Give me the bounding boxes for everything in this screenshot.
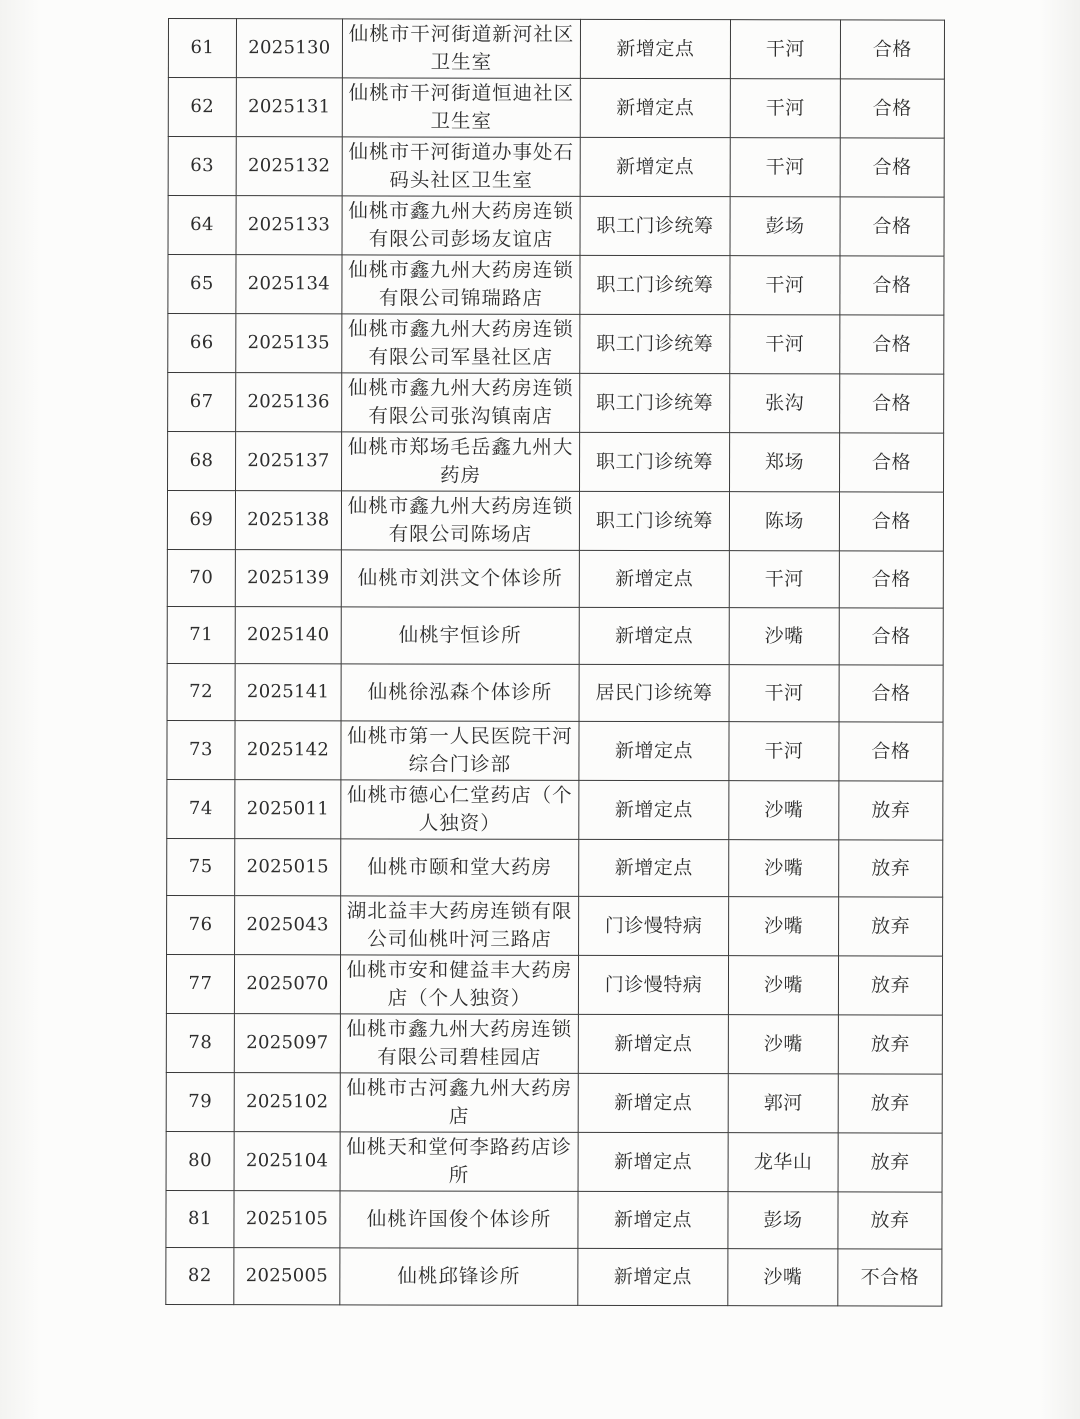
row-code: 2025105 [234, 1191, 340, 1248]
row-type: 新增定点 [578, 1132, 728, 1191]
row-seq: 79 [166, 1072, 234, 1131]
row-code: 2025011 [235, 780, 341, 839]
row-name: 仙桃邱锋诊所 [340, 1248, 578, 1305]
row-result: 合格 [839, 492, 943, 551]
row-name: 仙桃市郑场毛岳鑫九州大药房 [342, 432, 580, 491]
row-code: 2025130 [236, 19, 342, 78]
row-area: 干河 [730, 256, 840, 315]
row-area: 龙华山 [728, 1133, 838, 1192]
row-code: 2025135 [236, 314, 342, 373]
row-code: 2025131 [236, 78, 342, 137]
row-code: 2025104 [234, 1132, 340, 1191]
row-name: 仙桃市颐和堂大药房 [341, 839, 579, 896]
table-row [167, 549, 943, 608]
row-result: 合格 [840, 20, 944, 79]
row-code: 2025137 [236, 432, 342, 491]
row-seq: 78 [166, 1013, 234, 1072]
row-name: 仙桃宇恒诊所 [341, 607, 579, 664]
row-seq: 81 [166, 1190, 234, 1247]
row-type: 新增定点 [579, 780, 729, 839]
table-row [167, 779, 943, 840]
row-name: 仙桃市鑫九州大药房连锁有限公司张沟镇南店 [342, 373, 580, 432]
table-row [166, 1013, 942, 1074]
row-code: 2025134 [236, 255, 342, 314]
row-type: 新增定点 [580, 78, 730, 137]
row-code: 2025070 [234, 955, 340, 1014]
row-type: 门诊慢特病 [578, 955, 728, 1014]
row-seq: 73 [167, 720, 235, 779]
table-row [166, 954, 942, 1015]
row-seq: 67 [168, 373, 236, 432]
row-result: 放弃 [838, 1192, 942, 1249]
table-row [167, 895, 943, 956]
row-name: 仙桃市安和健益丰大药房店（个人独资） [340, 955, 578, 1014]
row-seq: 74 [167, 779, 235, 838]
row-seq: 61 [168, 19, 236, 78]
table-row [168, 373, 944, 434]
row-code: 2025141 [235, 664, 341, 721]
row-seq: 75 [167, 838, 235, 895]
row-type: 门诊慢特病 [579, 896, 729, 955]
table-row [167, 838, 943, 897]
row-result: 合格 [840, 138, 944, 197]
table-row [167, 720, 943, 781]
results-table [165, 18, 945, 1307]
row-result: 放弃 [838, 1133, 942, 1192]
row-seq: 70 [167, 549, 235, 606]
row-area: 郑场 [730, 433, 840, 492]
row-type: 居民门诊统筹 [579, 664, 729, 721]
row-type: 职工门诊统筹 [580, 432, 730, 491]
row-type: 新增定点 [579, 607, 729, 664]
row-code: 2025005 [234, 1248, 340, 1305]
row-seq: 64 [168, 196, 236, 255]
row-area: 沙嘴 [728, 1015, 838, 1074]
table-row [167, 606, 943, 665]
row-result: 放弃 [838, 1015, 942, 1074]
row-code: 2025043 [235, 896, 341, 955]
row-code: 2025140 [235, 607, 341, 664]
row-area: 郭河 [728, 1074, 838, 1133]
row-code: 2025139 [235, 550, 341, 607]
row-seq: 71 [167, 606, 235, 663]
row-type: 新增定点 [578, 1248, 728, 1305]
row-result: 合格 [840, 197, 944, 256]
row-result: 放弃 [839, 781, 943, 840]
row-seq: 63 [168, 137, 236, 196]
row-name: 仙桃市干河街道新河社区卫生室 [342, 19, 580, 78]
row-seq: 69 [167, 491, 235, 550]
row-seq: 72 [167, 663, 235, 720]
row-code: 2025132 [236, 137, 342, 196]
table-row [168, 19, 944, 80]
row-result: 不合格 [838, 1249, 942, 1306]
row-result: 合格 [839, 551, 943, 608]
row-name: 仙桃市鑫九州大药房连锁有限公司碧桂园店 [340, 1014, 578, 1073]
row-result: 合格 [840, 256, 944, 315]
row-name: 仙桃市刘洪文个体诊所 [341, 550, 579, 607]
row-area: 干河 [730, 138, 840, 197]
row-area: 沙嘴 [729, 781, 839, 840]
row-result: 合格 [839, 665, 943, 722]
row-result: 合格 [840, 315, 944, 374]
table-row [166, 1190, 942, 1249]
table-row [168, 78, 944, 139]
table-row [167, 663, 943, 722]
row-code: 2025142 [235, 721, 341, 780]
row-result: 合格 [840, 374, 944, 433]
row-result: 放弃 [839, 840, 943, 897]
row-area: 陈场 [729, 492, 839, 551]
row-area: 干河 [730, 315, 840, 374]
row-type: 新增定点 [579, 839, 729, 896]
table-row [166, 1247, 942, 1306]
row-name: 仙桃市干河街道恒迪社区卫生室 [342, 78, 580, 137]
row-seq: 68 [168, 432, 236, 491]
row-seq: 62 [168, 78, 236, 137]
row-name: 仙桃市鑫九州大药房连锁有限公司陈场店 [341, 491, 579, 550]
row-area: 干河 [729, 551, 839, 608]
row-type: 新增定点 [580, 137, 730, 196]
row-name: 仙桃市古河鑫九州大药房店 [340, 1073, 578, 1132]
row-seq: 76 [167, 895, 235, 954]
row-area: 干河 [729, 665, 839, 722]
row-area: 沙嘴 [728, 1249, 838, 1306]
row-area: 干河 [730, 79, 840, 138]
table-row [166, 1072, 942, 1133]
row-name: 仙桃市干河街道办事处石码头社区卫生室 [342, 137, 580, 196]
row-area: 沙嘴 [729, 608, 839, 665]
row-name: 仙桃市德心仁堂药店（个人独资） [341, 780, 579, 839]
row-type: 新增定点 [579, 721, 729, 780]
table-row [168, 255, 944, 316]
row-name: 仙桃徐泓森个体诊所 [341, 664, 579, 721]
row-result: 合格 [840, 79, 944, 138]
row-name: 湖北益丰大药房连锁有限公司仙桃叶河三路店 [341, 896, 579, 955]
row-type: 新增定点 [578, 1014, 728, 1073]
row-name: 仙桃市鑫九州大药房连锁有限公司锦瑞路店 [342, 255, 580, 314]
row-name: 仙桃市鑫九州大药房连锁有限公司军垦社区店 [342, 314, 580, 373]
row-type: 职工门诊统筹 [580, 255, 730, 314]
row-area: 沙嘴 [729, 897, 839, 956]
row-code: 2025133 [236, 196, 342, 255]
row-code: 2025097 [234, 1014, 340, 1073]
table-row [166, 1131, 942, 1192]
row-code: 2025015 [235, 839, 341, 896]
results-table-body [166, 19, 945, 1307]
row-area: 彭场 [728, 1192, 838, 1249]
table-row [168, 137, 944, 198]
row-area: 彭场 [730, 197, 840, 256]
row-area: 干河 [729, 722, 839, 781]
row-type: 职工门诊统筹 [579, 491, 729, 550]
row-type: 新增定点 [578, 1191, 728, 1248]
row-result: 合格 [840, 433, 944, 492]
row-seq: 77 [166, 954, 234, 1013]
row-result: 放弃 [838, 1074, 942, 1133]
row-area: 张沟 [730, 374, 840, 433]
row-code: 2025136 [236, 373, 342, 432]
row-code: 2025138 [235, 491, 341, 550]
row-result: 合格 [839, 608, 943, 665]
row-area: 沙嘴 [729, 840, 839, 897]
table-row [167, 491, 943, 552]
row-seq: 66 [168, 314, 236, 373]
row-area: 沙嘴 [728, 956, 838, 1015]
row-result: 合格 [839, 722, 943, 781]
table-row [168, 196, 944, 257]
row-name: 仙桃市鑫九州大药房连锁有限公司彭场友谊店 [342, 196, 580, 255]
table-row [168, 314, 944, 375]
row-area: 干河 [730, 20, 840, 79]
row-name: 仙桃许国俊个体诊所 [340, 1191, 578, 1248]
row-result: 放弃 [839, 897, 943, 956]
row-name: 仙桃天和堂何李路药店诊所 [340, 1132, 578, 1191]
row-type: 新增定点 [580, 19, 730, 78]
row-seq: 65 [168, 255, 236, 314]
row-seq: 80 [166, 1131, 234, 1190]
row-name: 仙桃市第一人民医院干河综合门诊部 [341, 721, 579, 780]
row-seq: 82 [166, 1247, 234, 1304]
row-type: 新增定点 [579, 550, 729, 607]
table-row [168, 432, 944, 493]
row-type: 职工门诊统筹 [580, 196, 730, 255]
row-result: 放弃 [838, 956, 942, 1015]
row-type: 职工门诊统筹 [580, 373, 730, 432]
row-code: 2025102 [234, 1073, 340, 1132]
row-type: 职工门诊统筹 [580, 314, 730, 373]
row-type: 新增定点 [578, 1073, 728, 1132]
